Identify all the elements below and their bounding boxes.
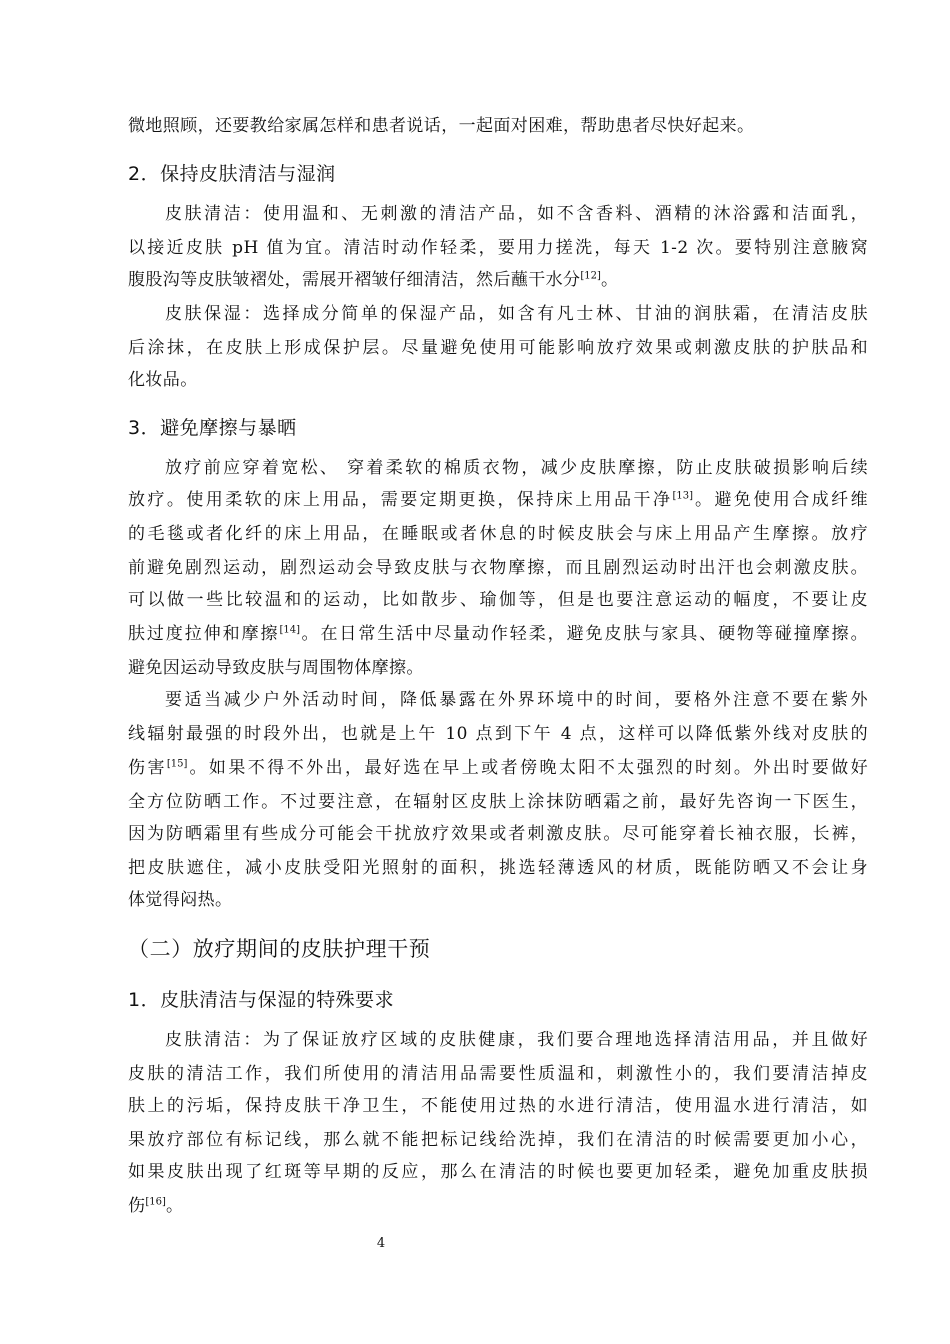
- citation-14: [14]: [279, 624, 300, 636]
- paragraph-line: 线辐射最强的时段外出，也就是上午 10 点到下午 4 点，这样可以降低紫外线对皮肤的: [128, 724, 868, 744]
- citation-16: [16]: [145, 1196, 166, 1208]
- paragraph-line: 的毛毯或者化纤的床上用品，在睡眠或者休息的时候皮肤会与床上用品产生摩擦。放疗: [128, 524, 868, 544]
- paragraph-line: 可以做一些比较温和的运动，比如散步、瑜伽等，但是也要注意运动的幅度，不要让皮: [128, 590, 868, 610]
- section-heading-1: 1．皮肤清洁与保湿的特殊要求: [128, 989, 395, 1011]
- paragraph-line: 因为防晒霜里有些成分可能会干扰放疗效果或者刺激皮肤。尽可能穿着长袖衣服，长裤，: [128, 824, 868, 844]
- paragraph-line: 要适当减少户外活动时间，降低暴露在外界环境中的时间，要格外注意不要在紫外: [165, 690, 868, 710]
- paragraph-line: 放疗前应穿着宽松、 穿着柔软的棉质衣物，减少皮肤摩擦，防止皮肤破损影响后续: [165, 458, 868, 478]
- line-text: 。在日常生活中尽量动作轻柔，避免皮肤与家具、硬物等碰撞摩擦。: [300, 624, 868, 644]
- paragraph-line: [128, 268, 868, 292]
- paragraph-line: 皮肤的清洁工作，我们所使用的清洁用品需要性质温和，刺激性小的，我们要清洁掉皮: [128, 1064, 868, 1084]
- line-text: 伤: [128, 1196, 146, 1216]
- line-text: 。: [600, 270, 619, 290]
- citation-12: [12]: [580, 270, 601, 282]
- paragraph-line: 前避免剧烈运动，剧烈运动会导致皮肤与衣物摩擦，而且剧烈运动时出汗也会刺激皮肤。: [128, 558, 868, 578]
- paragraph-line: 以接近皮肤 pH 值为宜。清洁时动作轻柔，要用力搓洗，每天 1-2 次。要特别注意腋窝: [128, 238, 868, 258]
- paragraph-line: 把皮肤遮住，减小皮肤受阳光照射的面积，挑选轻薄透风的材质，既能防晒又不会让身: [128, 858, 868, 878]
- line-text: 肤过度拉伸和摩擦: [128, 624, 280, 644]
- section-heading-3: 3．避免摩擦与暴晒: [128, 417, 297, 439]
- paragraph-line: [128, 488, 868, 512]
- paragraph-line: [128, 622, 868, 646]
- page-number: 4: [376, 1236, 386, 1251]
- line-text: 。如果不得不外出，最好选在早上或者傍晚太阳不太强烈的时刻。外出时要做好: [187, 758, 868, 778]
- paragraph-line: 皮肤保湿：选择成分简单的保湿产品，如含有凡士林、甘油的润肤霜，在清洁皮肤: [165, 304, 868, 324]
- paragraph-line: 避免因运动导致皮肤与周围物体摩擦。: [128, 658, 424, 678]
- paragraph-line: 体觉得闷热。: [128, 890, 233, 910]
- paragraph-line: [128, 756, 868, 780]
- paragraph-line: [128, 1194, 868, 1218]
- line-text: 放疗。使用柔软的床上用品，需要定期更换，保持床上用品干净: [128, 490, 673, 510]
- line-text: 。: [165, 1196, 184, 1216]
- paragraph-line: 果放疗部位有标记线，那么就不能把标记线给洗掉，我们在清洁的时候需要更加小心，: [128, 1130, 868, 1150]
- paragraph-line: 化妆品。: [128, 370, 198, 390]
- section-heading-2: 2．保持皮肤清洁与湿润: [128, 163, 336, 185]
- line-text: 腹股沟等皮肤皱褶处，需展开褶皱仔细清洁，然后蘸干水分: [128, 270, 581, 290]
- paragraph-line: 微地照顾，还要教给家属怎样和患者说话，一起面对困难，帮助患者尽快好起来。: [128, 116, 755, 136]
- paragraph-line: 后涂抹，在皮肤上形成保护层。尽量避免使用可能影响放疗效果或刺激皮肤的护肤品和: [128, 338, 868, 358]
- paragraph-line: 皮肤清洁：为了保证放疗区域的皮肤健康，我们要合理地选择清洁用品，并且做好: [165, 1030, 868, 1050]
- paragraph-line: 全方位防晒工作。不过要注意，在辐射区皮肤上涂抹防晒霜之前，最好先咨询一下医生，: [128, 792, 868, 812]
- paragraph-line: 如果皮肤出现了红斑等早期的反应，那么在清洁的时候也要更加轻柔，避免加重皮肤损: [128, 1162, 868, 1182]
- line-text: 伤害: [128, 758, 167, 778]
- line-text: 。避免使用合成纤维: [692, 490, 868, 510]
- paragraph-line: 皮肤清洁：使用温和、无刺激的清洁产品，如不含香料、酒精的沐浴露和洁面乳，: [165, 204, 868, 224]
- citation-15: [15]: [166, 758, 188, 770]
- chapter-heading: （二）放疗期间的皮肤护理干预: [128, 937, 431, 961]
- paragraph-line: 肤上的污垢，保持皮肤干净卫生，不能使用过热的水进行清洁，使用温水进行清洁，如: [128, 1096, 868, 1116]
- citation-13: [13]: [672, 490, 693, 502]
